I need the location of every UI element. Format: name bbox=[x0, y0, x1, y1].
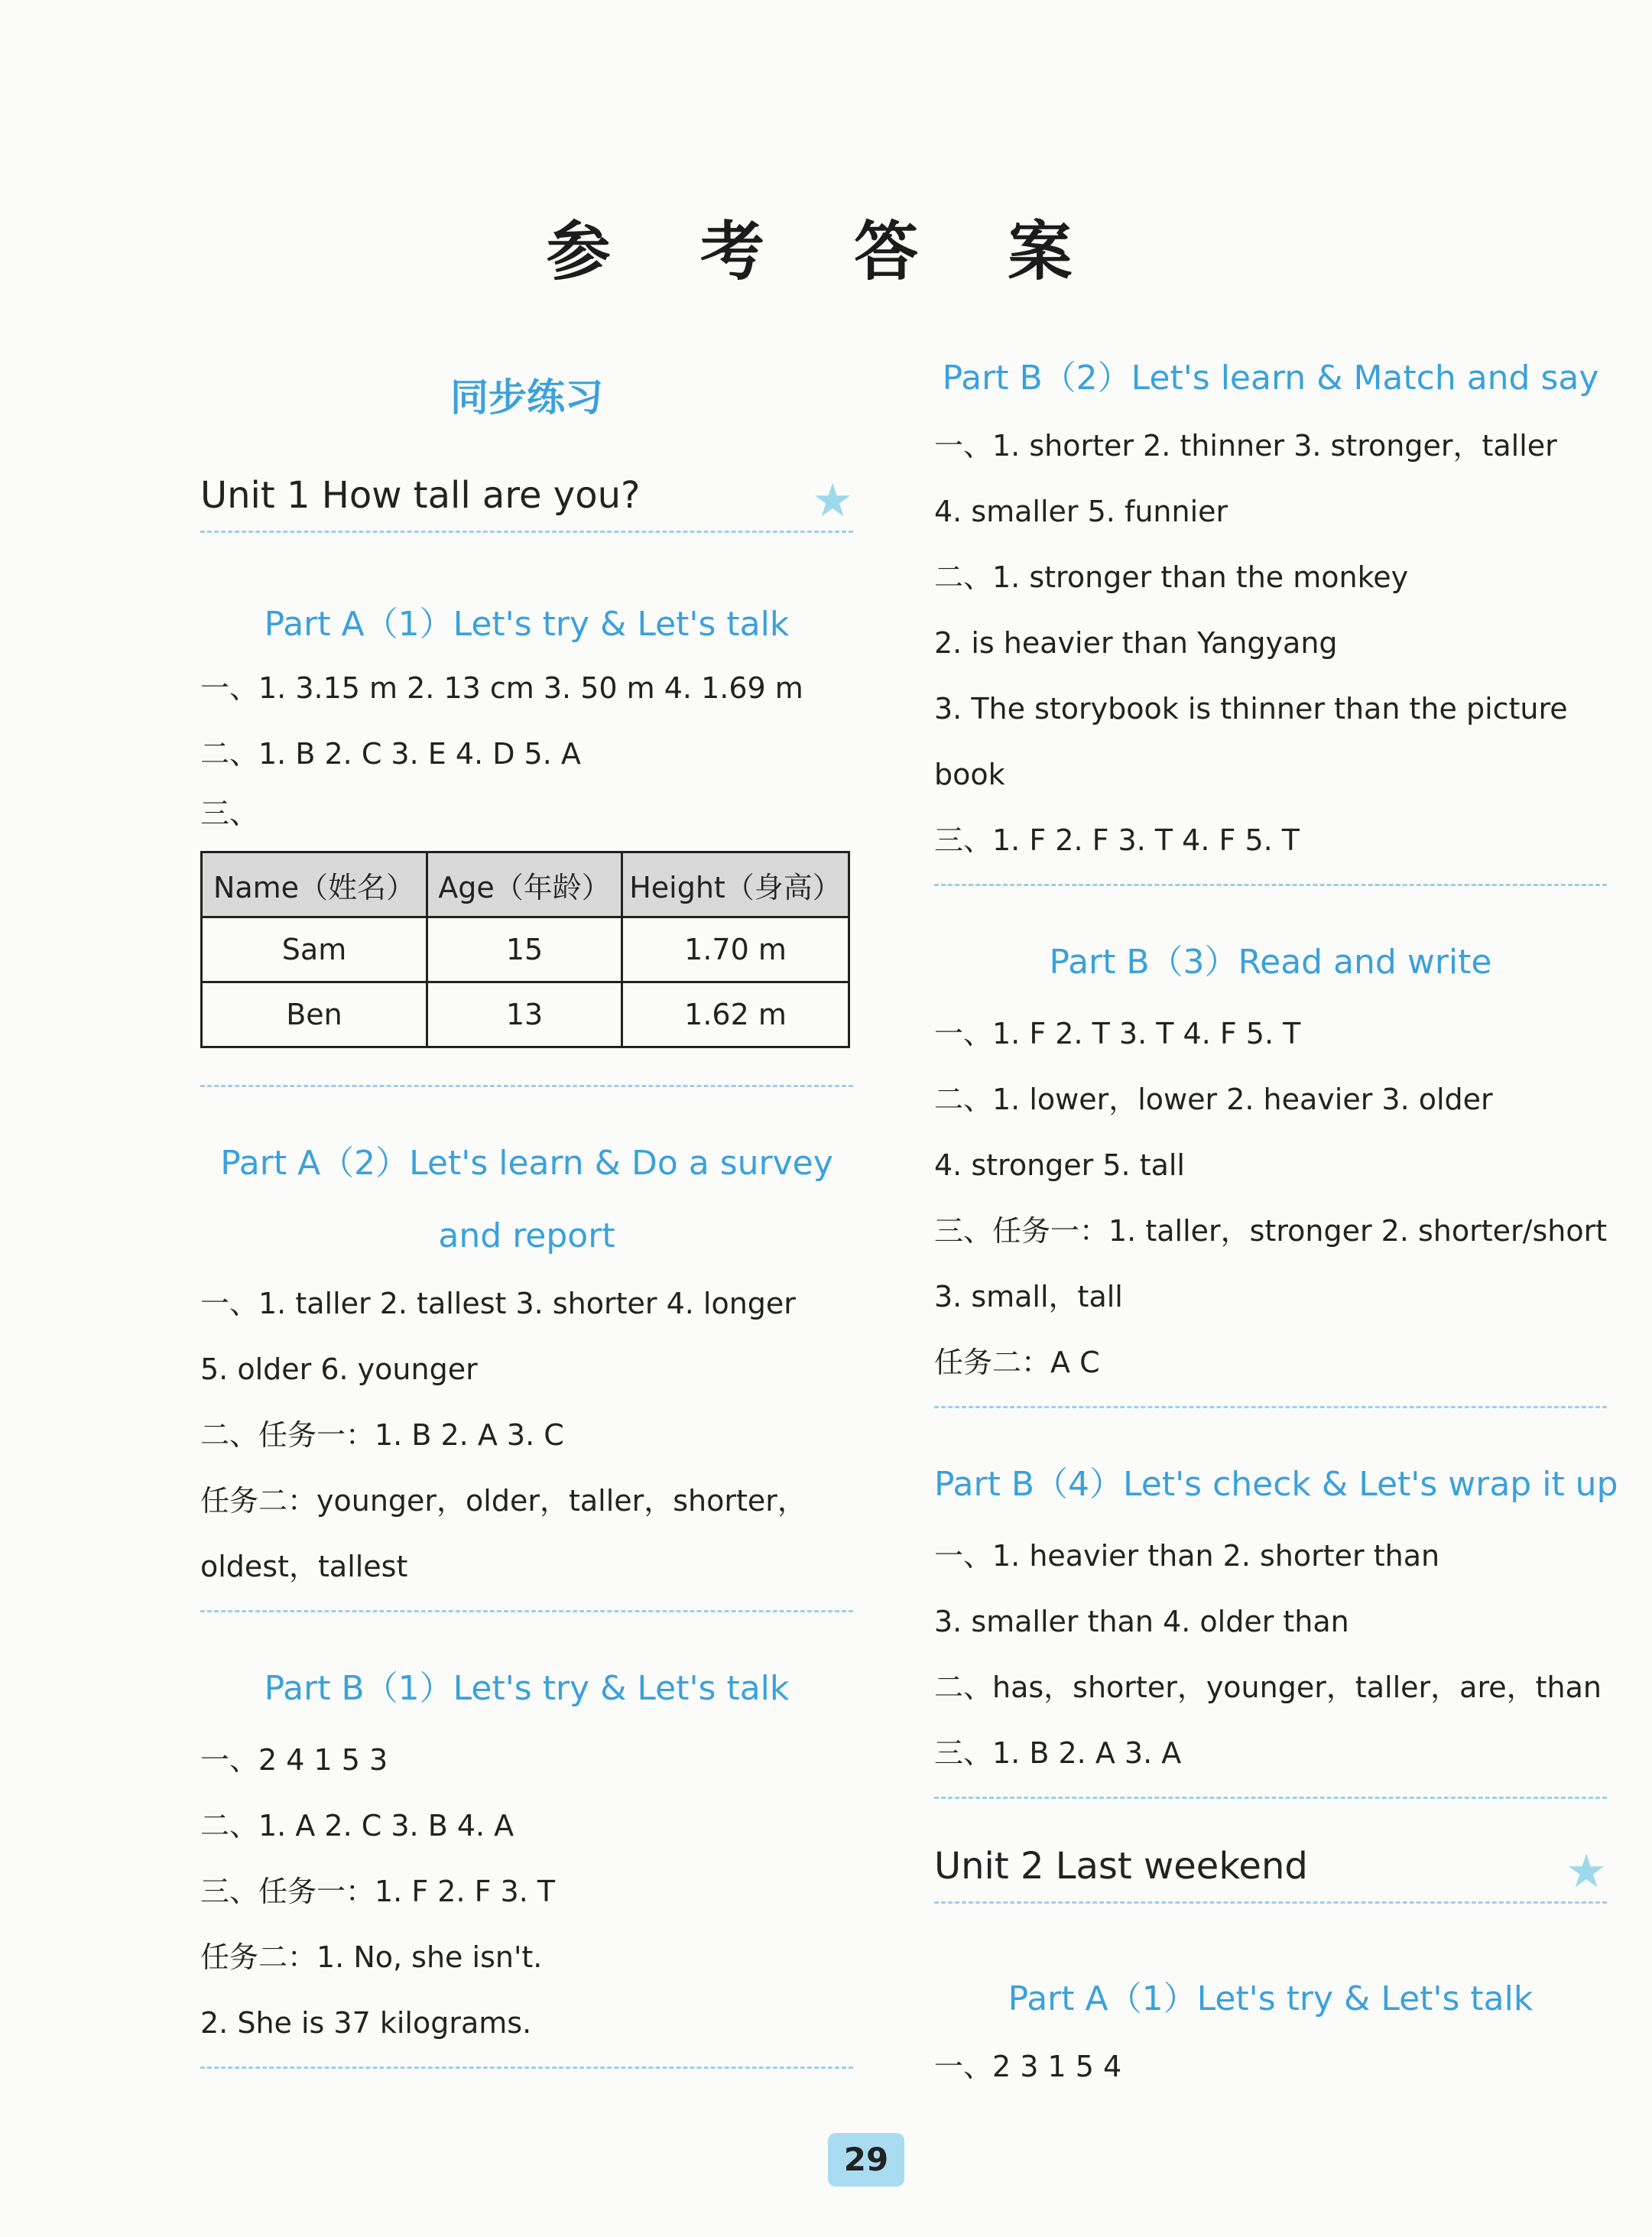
divider bbox=[934, 1797, 1607, 1799]
divider bbox=[934, 884, 1607, 886]
left-column bbox=[200, 367, 853, 2069]
answer-line: 3. small，tall bbox=[934, 1280, 1123, 1313]
answer-line: 任务二：A C bbox=[934, 1346, 1100, 1379]
answer-line: 一、1. taller 2. tallest 3. shorter 4. longer bbox=[200, 1287, 796, 1320]
page-title: 参 考 答 案 bbox=[546, 213, 1106, 289]
answer-line: 二、1. lower，lower 2. heavier 3. older bbox=[934, 1083, 1493, 1116]
answer-line: 一、1. 3.15 m 2. 13 cm 3. 50 m 4. 1.69 m bbox=[200, 671, 803, 705]
unit1-heading-text: Unit 1 How tall are you? bbox=[200, 474, 641, 517]
table-cell: Sam bbox=[202, 917, 427, 982]
table-row bbox=[202, 982, 849, 1047]
answer-line: 4. smaller 5. funnier bbox=[934, 495, 1228, 528]
table-header-row bbox=[202, 852, 849, 917]
table-cell: 1.62 m bbox=[622, 982, 849, 1047]
right-column bbox=[934, 344, 1618, 2099]
divider bbox=[200, 1610, 853, 1612]
partB1-heading: Part B（1）Let's try & Let's talk bbox=[264, 1669, 790, 1708]
answer-line: 三、任务一：1. F 2. F 3. T bbox=[200, 1875, 556, 1908]
answer-line: 一、2 3 1 5 4 bbox=[934, 2050, 1122, 2083]
table-header-cell: Name（姓名） bbox=[202, 852, 427, 917]
partB4-heading: Part B（4）Let's check & Let's wrap it up bbox=[934, 1465, 1618, 1504]
answer-line: 二、任务一：1. B 2. A 3. C bbox=[200, 1418, 564, 1452]
answer-line: 三、1. B 2. A 3. A bbox=[934, 1736, 1182, 1770]
answer-line: 3. The storybook is thinner than the picture bbox=[934, 692, 1568, 726]
answer-line: book bbox=[934, 758, 1005, 791]
height-table bbox=[200, 851, 850, 1048]
table-row bbox=[202, 917, 849, 982]
answer-line: 二、1. B 2. C 3. E 4. D 5. A bbox=[200, 737, 581, 771]
partB3-heading: Part B（3）Read and write bbox=[1049, 943, 1492, 982]
unit2-heading bbox=[934, 1845, 1607, 1901]
partA1-heading: Part A（1）Let's try & Let's talk bbox=[264, 605, 790, 644]
answer-line: 一、2 4 1 5 3 bbox=[200, 1743, 388, 1777]
answer-line: 三、任务一：1. taller，stronger 2. shorter/short bbox=[934, 1214, 1608, 1248]
star-icon: ★ bbox=[812, 474, 853, 528]
answer-line: 任务二：1. No, she isn't. bbox=[200, 1940, 543, 1974]
answer-line: 三、1. F 2. F 3. T 4. F 5. T bbox=[934, 823, 1300, 857]
answer-line: 二、1. A 2. C 3. B 4. A bbox=[200, 1809, 514, 1843]
table-cell: 13 bbox=[427, 982, 622, 1047]
sync-practice-heading: 同步练习 bbox=[450, 375, 603, 420]
table-header-cell: Age（年龄） bbox=[427, 852, 622, 917]
partA2-heading-line2: and report bbox=[438, 1216, 615, 1255]
table-cell: 1.70 m bbox=[622, 917, 849, 982]
page-number: 29 bbox=[828, 2133, 904, 2187]
divider bbox=[200, 1085, 853, 1087]
answer-line: 5. older 6. younger bbox=[200, 1352, 478, 1386]
unit1-heading bbox=[200, 474, 853, 531]
divider bbox=[934, 1406, 1607, 1408]
answer-line: 一、1. shorter 2. thinner 3. stronger，taller bbox=[934, 429, 1557, 463]
answer-line: 三、 bbox=[200, 797, 259, 830]
answer-line: 二、has，shorter，younger，taller，are，than bbox=[934, 1670, 1602, 1704]
answer-line: 任务二：younger，older，taller，shorter， bbox=[200, 1484, 807, 1518]
divider bbox=[934, 1901, 1607, 1904]
table-cell: 15 bbox=[427, 917, 622, 982]
unit2-partA1-heading: Part A（1）Let's try & Let's talk bbox=[1008, 1979, 1534, 2018]
answer-line: 一、1. heavier than 2. shorter than bbox=[934, 1539, 1440, 1573]
star-icon: ★ bbox=[1566, 1845, 1607, 1898]
answer-line: 二、1. stronger than the monkey bbox=[934, 560, 1409, 594]
partB2-heading: Part B（2）Let's learn & Match and say bbox=[942, 359, 1599, 398]
table-cell: Ben bbox=[202, 982, 427, 1047]
answer-line: 2. She is 37 kilograms. bbox=[200, 2006, 532, 2040]
answer-line: 3. smaller than 4. older than bbox=[934, 1605, 1349, 1638]
divider bbox=[200, 2067, 853, 2069]
unit2-heading-text: Unit 2 Last weekend bbox=[934, 1845, 1308, 1888]
divider bbox=[200, 531, 853, 533]
answer-line: 一、1. F 2. T 3. T 4. F 5. T bbox=[934, 1017, 1301, 1050]
answer-line: 2. is heavier than Yangyang bbox=[934, 626, 1338, 660]
partA2-heading-line1: Part A（2）Let's learn & Do a survey bbox=[220, 1144, 833, 1183]
table-header-cell: Height（身高） bbox=[622, 852, 849, 917]
answer-line: oldest，tallest bbox=[200, 1550, 408, 1583]
answer-line: 4. stronger 5. tall bbox=[934, 1148, 1185, 1182]
